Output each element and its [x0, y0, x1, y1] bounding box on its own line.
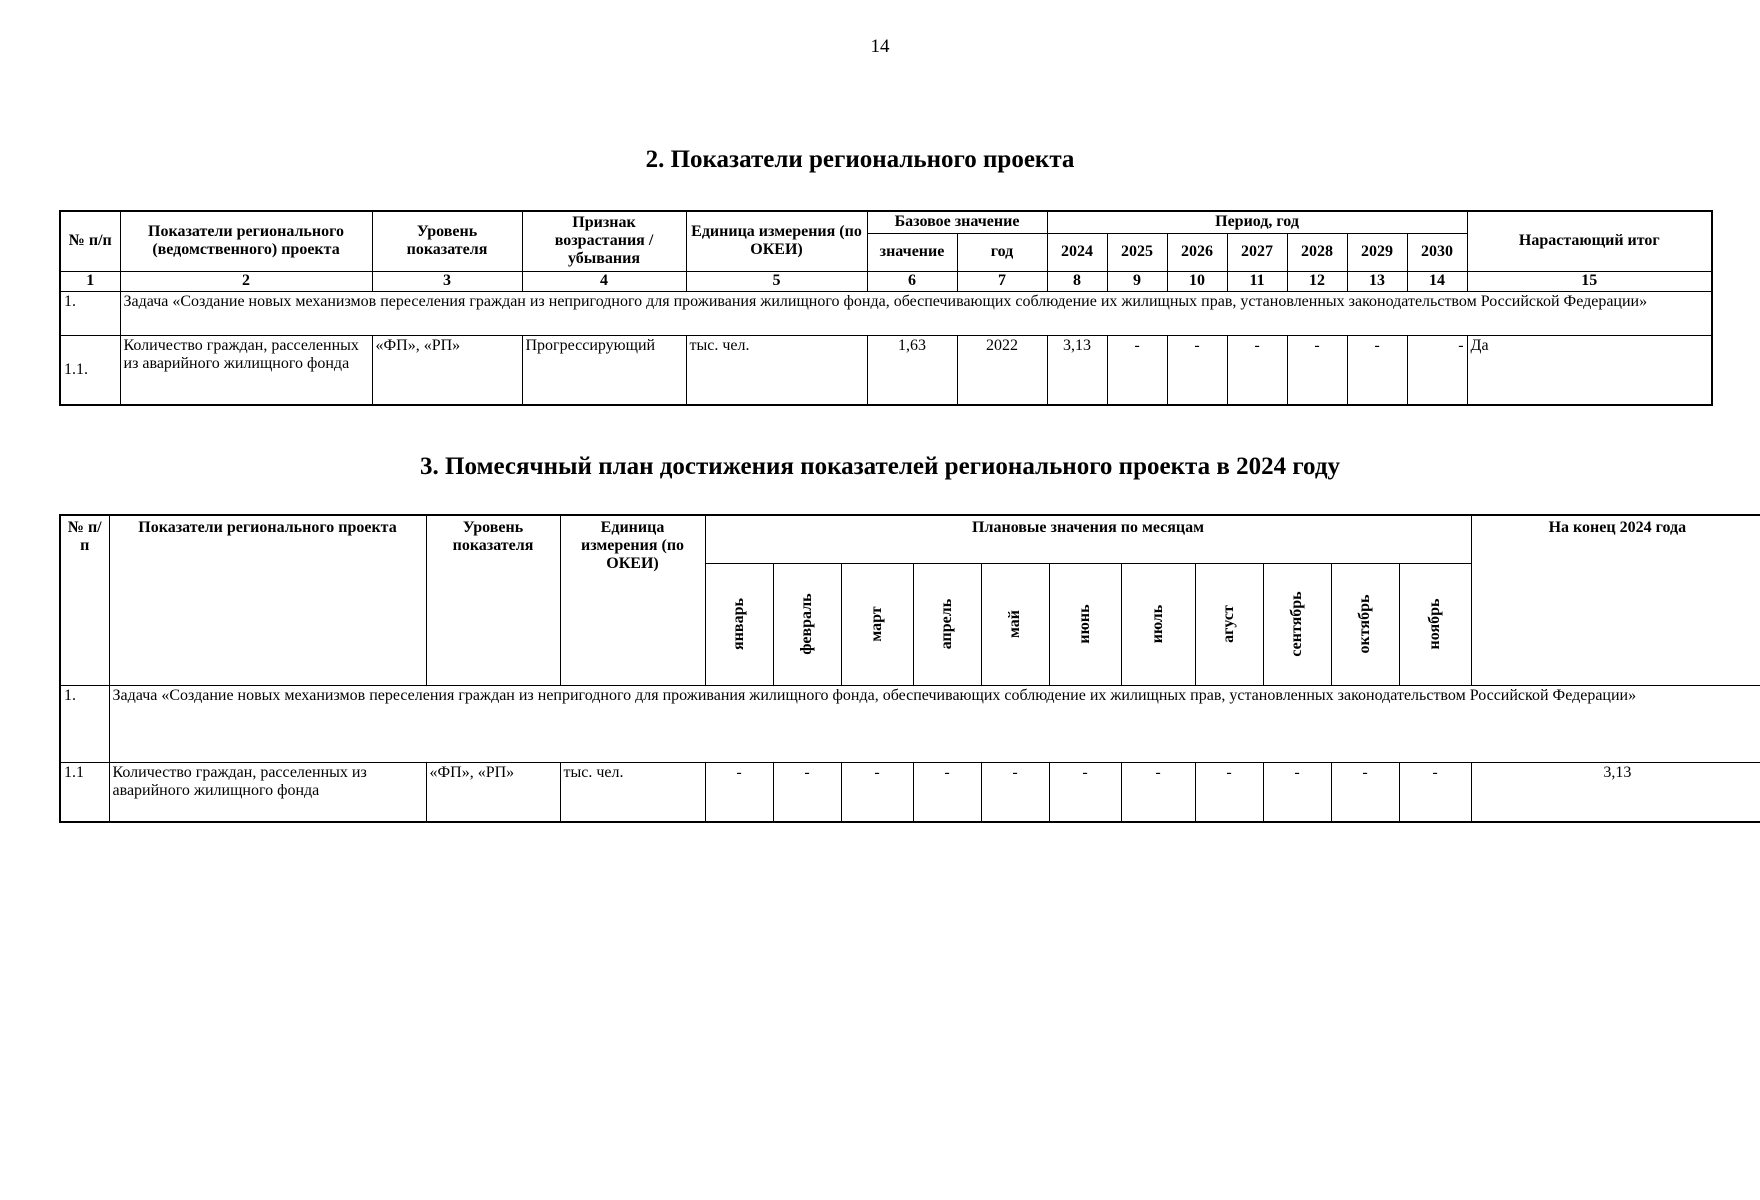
header-indicator: Показатели регионального (ведомственного) проекта	[120, 211, 372, 271]
row-end-value: 3,13	[1471, 762, 1760, 822]
page-number: 14	[870, 36, 890, 57]
monthly-plan-table	[59, 514, 1760, 823]
month-label: июль	[1149, 604, 1166, 644]
row-year-value: -	[1347, 335, 1407, 405]
column-number: 9	[1107, 271, 1167, 291]
header-year: 2027	[1227, 233, 1287, 271]
header-level: Уровень показателя	[372, 211, 522, 271]
row-year-value: 3,13	[1047, 335, 1107, 405]
row-unit: тыс. чел.	[560, 762, 705, 822]
column-number: 5	[686, 271, 867, 291]
header-year: 2025	[1107, 233, 1167, 271]
row-indicator: Количество граждан, расселенных из аварийного жилищного фонда	[120, 335, 372, 405]
row-month-value: -	[981, 762, 1049, 822]
task-text: Задача «Создание новых механизмов переселения граждан из непригодного для проживания жилищного фонда, обеспечивающих соблюдение их жилищных прав, установленных законодательством Российской Федерации»	[109, 685, 1760, 762]
header-num: № п/п	[60, 211, 120, 271]
column-number: 3	[372, 271, 522, 291]
header-plan: Плановые значения по месяцам	[705, 515, 1471, 563]
header-year: 2028	[1287, 233, 1347, 271]
column-number: 6	[867, 271, 957, 291]
task-row	[60, 685, 1760, 762]
indicators-table	[59, 210, 1713, 406]
row-month-value: -	[1263, 762, 1331, 822]
row-month-value: -	[1195, 762, 1263, 822]
month-label: агуст	[1220, 605, 1237, 643]
header-level: Уровень показателя	[426, 515, 560, 685]
header-year: 2029	[1347, 233, 1407, 271]
row-year-value: -	[1107, 335, 1167, 405]
row-base-year: 2022	[957, 335, 1047, 405]
task-num: 1.	[60, 291, 120, 335]
header-unit: Единица измерения (по ОКЕИ)	[560, 515, 705, 685]
header-end: На конец 2024 года	[1471, 515, 1760, 685]
row-num: 1.1	[60, 762, 109, 822]
header-unit: Единица измерения (по ОКЕИ)	[686, 211, 867, 271]
column-number: 13	[1347, 271, 1407, 291]
row-base-value: 1,63	[867, 335, 957, 405]
section-3-title: 3. Помесячный план достижения показателей регионального проекта в 2024 году	[420, 453, 1340, 480]
header-base: Базовое значение	[867, 211, 1047, 233]
header-base-year: год	[957, 233, 1047, 271]
header-base-value: значение	[867, 233, 957, 271]
column-number: 4	[522, 271, 686, 291]
task-row	[60, 291, 1712, 335]
month-label: январь	[730, 598, 747, 650]
task-num: 1.	[60, 685, 109, 762]
row-level: «ФП», «РП»	[372, 335, 522, 405]
row-num: 1.1.	[60, 335, 120, 405]
column-number: 11	[1227, 271, 1287, 291]
month-label: февраль	[798, 593, 815, 655]
task-text: Задача «Создание новых механизмов переселения граждан из непригодного для проживания жилищного фонда, обеспечивающих соблюдение их жилищных прав, установленных законодательством Российской Федерации»	[120, 291, 1712, 335]
row-year-value: -	[1167, 335, 1227, 405]
row-month-value: -	[705, 762, 773, 822]
month-label: октябрь	[1356, 594, 1373, 654]
row-unit: тыс. чел.	[686, 335, 867, 405]
row-month-value: -	[841, 762, 913, 822]
column-number: 15	[1467, 271, 1712, 291]
row-month-value: -	[1399, 762, 1471, 822]
row-month-value: -	[773, 762, 841, 822]
header-year: 2030	[1407, 233, 1467, 271]
row-year-value: -	[1407, 335, 1467, 405]
column-number: 1	[60, 271, 120, 291]
month-label: сентябрь	[1288, 591, 1305, 657]
month-label: март	[868, 606, 885, 642]
row-cumulative: Да	[1467, 335, 1712, 405]
header-trend: Признак возрастания / убывания	[522, 211, 686, 271]
header-year: 2026	[1167, 233, 1227, 271]
row-year-value: -	[1227, 335, 1287, 405]
indicator-row	[60, 762, 1760, 822]
column-number: 10	[1167, 271, 1227, 291]
column-number: 8	[1047, 271, 1107, 291]
month-label: июнь	[1076, 604, 1093, 644]
row-month-value: -	[913, 762, 981, 822]
row-level: «ФП», «РП»	[426, 762, 560, 822]
row-trend: Прогрессирующий	[522, 335, 686, 405]
row-month-value: -	[1121, 762, 1195, 822]
month-label: май	[1006, 609, 1023, 639]
section-2-title: 2. Показатели регионального проекта	[645, 146, 1075, 173]
row-month-value: -	[1331, 762, 1399, 822]
header-year: 2024	[1047, 233, 1107, 271]
header-period: Период, год	[1047, 211, 1467, 233]
month-label: апрель	[938, 598, 955, 650]
header-cumulative: Нарастающий итог	[1467, 211, 1712, 271]
row-indicator: Количество граждан, расселенных из аварийного жилищного фонда	[109, 762, 426, 822]
row-year-value: -	[1287, 335, 1347, 405]
column-number: 7	[957, 271, 1047, 291]
column-number: 14	[1407, 271, 1467, 291]
header-indicator: Показатели регионального проекта	[109, 515, 426, 685]
indicator-row	[60, 335, 1712, 405]
month-label: ноябрь	[1426, 598, 1444, 650]
row-month-value: -	[1049, 762, 1121, 822]
column-number: 2	[120, 271, 372, 291]
header-num: № п/п	[60, 515, 109, 685]
column-number: 12	[1287, 271, 1347, 291]
